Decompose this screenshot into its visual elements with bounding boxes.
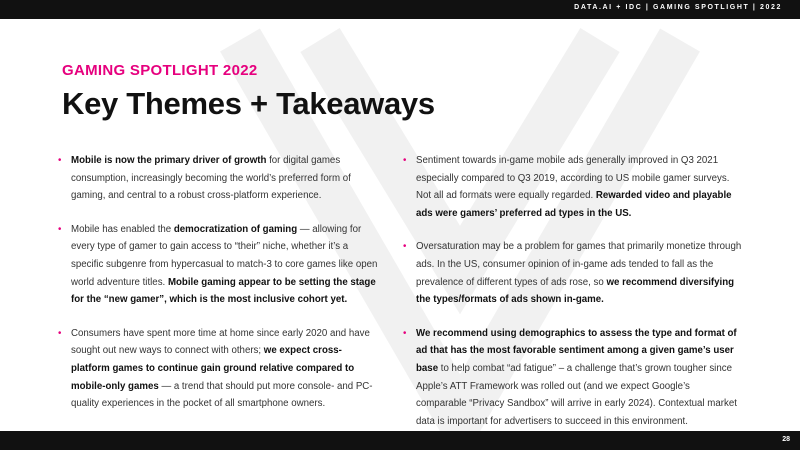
bullet-bold-text: We recommend using demographics to assess the type and format of ad that has the most favorable sentiment among a given game’s user base	[416, 327, 737, 374]
bullet-bold-text: Mobile gaming appear to be setting the stage for the “new gamer”, which is the most inclusive cohort yet.	[71, 276, 376, 306]
bullet-text: — a trend that should put more console- and PC-quality experiences in the pocket of all smartphone owners.	[71, 380, 373, 410]
bullet-bold-text: democratization of gaming	[173, 223, 298, 235]
bullet-text: Sentiment towards in-game mobile ads generally improved in Q3 2021 especially compared to Q3 2019, according to US mobile gamer surveys. Not all ad formats were equally regarded.	[416, 155, 730, 202]
kicker-label: GAMING SPOTLIGHT 2022	[62, 62, 258, 79]
page-number: 28	[782, 436, 790, 443]
bullet-text: for digital games consumption, increasingly becoming the world’s preferred form of gaming, and central to a robust cross-platform experience.	[71, 155, 351, 202]
header-text: DATA.AI + IDC | GAMING SPOTLIGHT | 2022	[574, 4, 782, 11]
right-column	[403, 152, 743, 446]
bullet-bold-text: Mobile is now the primary driver of growth	[71, 155, 267, 166]
bullet-item	[403, 238, 743, 308]
bullet-text: Consumers have spent more time at home since early 2020 and have sought out new ways to connect with others;	[71, 327, 370, 357]
bullet-bold-text: we expect cross-platform games to continue gain ground relative compared to mobile-only games	[71, 345, 355, 392]
left-column	[58, 152, 378, 429]
bullet-bold-text: we recommend diversifying the types/formats of ads shown in-game.	[416, 276, 735, 306]
bullet-bold-text: Rewarded video and playable ads were gamers’ preferred ad types in the US.	[416, 190, 732, 219]
bullet-item	[403, 152, 743, 222]
bullet-item	[58, 221, 378, 309]
page-title: Key Themes + Takeaways	[62, 86, 435, 121]
bottom-bar	[0, 431, 800, 450]
bullet-text: Oversaturation may be a problem for games that primarily monetize through ads. In the US, consumer opinion of in-game ads tended to fall as the prevalence of different types of ads rose, so	[416, 241, 742, 288]
bullet-text: — allowing for every type of gamer to gain access to “their” niche, whether it’s a specific subgenre from hypercasual to match-3 to core games like open world adventure titles.	[71, 223, 378, 288]
bullet-text: to help combat “ad fatigue” – a challenge that’s grown tougher since Apple’s ATT Framework was rolled out (and we expect Google’s comparable “Privacy Sandbox” will arrive in early 2024). Contextual market data is important for advertisers to succeed in this environment.	[416, 362, 737, 427]
bullet-item	[403, 325, 743, 431]
bullet-item	[58, 325, 378, 413]
bullet-item	[58, 152, 378, 205]
bullet-text: Mobile has enabled the	[71, 223, 174, 235]
